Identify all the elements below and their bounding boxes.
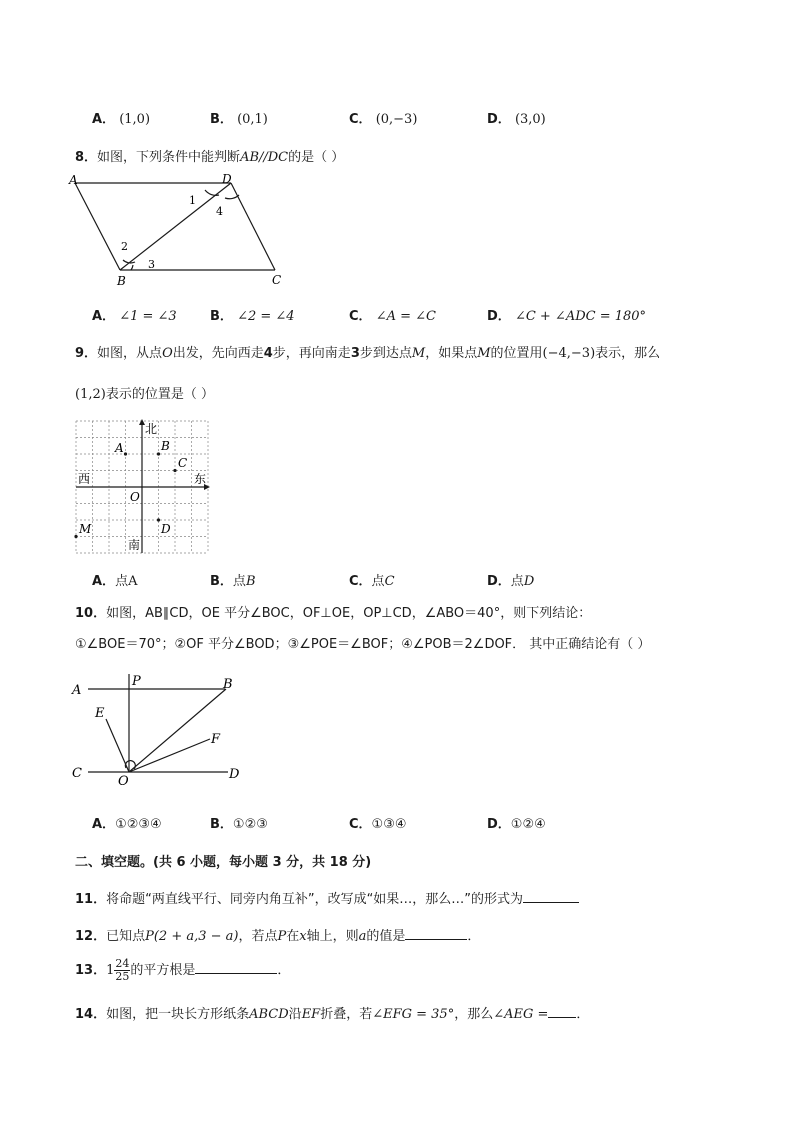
point-b-label: B (161, 439, 170, 453)
option-text: ∠1 = ∠3 (119, 309, 177, 324)
stem-text: 出发，先向西走 (172, 346, 264, 361)
stem-math: AB//DC (240, 150, 289, 165)
option-text: ∠2 = ∠4 (237, 309, 295, 324)
stem-text: 的平方根是 (130, 963, 196, 978)
q8-option-d[interactable] (487, 305, 646, 324)
stem-text: ． (467, 929, 481, 944)
q9-stem-line2 (75, 383, 214, 402)
option-letter: B． (210, 112, 233, 127)
question-number: 11． (75, 892, 107, 907)
option-letter: C． (349, 817, 372, 832)
option-text: 点 (115, 574, 129, 589)
answer-blank[interactable] (195, 961, 277, 974)
option-letter: C． (349, 574, 372, 589)
point-a-label: A (115, 441, 124, 455)
option-letter: B． (210, 309, 233, 324)
variable-a: a (358, 929, 367, 944)
q8-option-b[interactable] (210, 305, 295, 324)
option-text: (3,0) (514, 112, 546, 127)
angle-4-label: 4 (216, 205, 223, 218)
point-p: P (277, 929, 287, 944)
mixed-number-whole: 1 (106, 963, 115, 978)
label-c: C (72, 766, 82, 781)
stem-text: 步到达点 (359, 346, 412, 361)
option-letter: D． (487, 574, 511, 589)
coordinate: (−4,−3) (542, 346, 596, 361)
q8-stem (75, 146, 344, 165)
label-d: D (222, 172, 232, 186)
point-o-label: O (130, 490, 140, 504)
label-o: O (118, 774, 129, 789)
q9-stem-line1 (75, 342, 660, 361)
point-o: O (162, 346, 173, 361)
q9-option-a[interactable] (92, 570, 137, 589)
coordinate: (1,2) (75, 387, 106, 402)
fraction-numerator: 24 (115, 957, 130, 970)
option-letter: D． (487, 817, 511, 832)
angle-1-label: 1 (189, 194, 196, 207)
fraction-denominator: 25 (115, 970, 130, 983)
option-point: C (384, 574, 395, 589)
west-label: 西 (78, 472, 91, 486)
q8-option-c[interactable] (349, 305, 436, 324)
stem-text: 如图，下列条件中能判断 (97, 150, 241, 165)
option-letter: A． (92, 112, 116, 127)
option-text: ∠A = ∠C (375, 309, 436, 324)
stem-text: 轴上，则 (306, 929, 359, 944)
line-ef: EF (301, 1007, 321, 1022)
option-text: 点 (510, 574, 524, 589)
q10-option-b[interactable] (210, 813, 268, 832)
rect-abcd: ABCD (249, 1007, 289, 1022)
q9-option-d[interactable] (487, 570, 534, 589)
option-text: ∠C + ∠ADC = 180° (514, 309, 647, 324)
q12-stem (75, 925, 480, 944)
q9-grid-figure (70, 415, 215, 560)
north-label: 北 (145, 422, 158, 436)
angle-2-label: 2 (121, 240, 128, 253)
option-text: (0,1) (237, 112, 268, 127)
q8-parallelogram-figure (65, 170, 295, 288)
q13-stem (75, 958, 290, 983)
q10-option-d[interactable] (487, 813, 546, 832)
option-text: ①③④ (371, 817, 407, 832)
stem-text: 如图，把一块长方形纸条 (106, 1007, 250, 1022)
angle-efg: ∠EFG = 35° (372, 1007, 455, 1022)
section-title: 二、填空题。(共 6 小题，每小题 3 分，共 18 分) (75, 855, 372, 870)
option-letter: B． (210, 574, 233, 589)
number: 4 (263, 346, 273, 361)
angle-aeg: ∠AEG = (493, 1007, 549, 1022)
q10-option-c[interactable] (349, 813, 407, 832)
stem-text: 的位置用 (490, 346, 543, 361)
q7-option-a[interactable] (92, 108, 150, 127)
point-d-label: D (161, 522, 171, 536)
stem-text: ，如果点 (425, 346, 478, 361)
angle-3-label: 3 (148, 258, 155, 271)
q8-option-a[interactable] (92, 305, 177, 324)
label-f: F (211, 732, 221, 747)
stem-text: 表示的位置是（ ） (105, 387, 214, 402)
q10-stem-line2 (75, 633, 650, 652)
label-c: C (272, 273, 282, 287)
option-text: 点 (232, 574, 246, 589)
q11-stem (75, 888, 579, 907)
q7-option-b[interactable] (210, 108, 268, 127)
q9-option-c[interactable] (349, 570, 395, 589)
point-expression: P(2 + a,3 − a) (145, 929, 239, 944)
option-letter: A． (92, 309, 116, 324)
question-number: 9． (75, 346, 98, 361)
option-point: D (523, 574, 535, 589)
point-c-label: C (178, 456, 188, 470)
stem-text: 将命题“两直线平行、同旁内角互补”，改写成“如果…，那么…”的形式为 (106, 892, 524, 907)
option-letter: C． (349, 112, 372, 127)
option-letter: D． (487, 309, 511, 324)
stem-text: 表示，那么 (595, 346, 661, 361)
axis-x: x (299, 929, 307, 944)
option-letter: A． (92, 817, 116, 832)
number: 3 (350, 346, 360, 361)
point-m: M (477, 346, 491, 361)
option-text: 点 (371, 574, 385, 589)
stem-text: ，若点 (238, 929, 278, 944)
q7-option-d[interactable] (487, 108, 546, 127)
point-m-label: M (79, 522, 92, 536)
option-text: (1,0) (119, 112, 151, 127)
label-b: B (117, 274, 126, 288)
east-label: 东 (194, 472, 207, 486)
option-point: B (245, 574, 256, 589)
option-letter: D． (487, 112, 511, 127)
label-p: P (132, 674, 141, 689)
stem-text: 的是（ ） (288, 150, 345, 165)
option-point: A (128, 574, 138, 589)
label-a: A (69, 173, 78, 187)
question-number: 14． (75, 1007, 107, 1022)
stem-text: ①∠BOE＝70°；②OF 平分∠BOD；③∠POE＝∠BOF；④∠POB＝2∠DOF． 其中正确结论有（ ） (75, 637, 651, 652)
label-d: D (229, 767, 240, 782)
stem-text: 如图，AB∥CD，OE 平分∠BOC，OF⊥OE，OP⊥CD，∠ABO＝40°，则下列结论： (106, 606, 592, 621)
option-text: ①②④ (510, 817, 546, 832)
q10-option-a[interactable] (92, 813, 162, 832)
stem-text: 的值是 (366, 929, 406, 944)
stem-text: 已知点 (106, 929, 146, 944)
q10-stem-line1 (75, 602, 591, 621)
answer-blank[interactable] (523, 890, 579, 903)
option-text: ①②③④ (115, 817, 162, 832)
stem-text: ，那么 (454, 1007, 494, 1022)
q7-option-c[interactable] (349, 108, 417, 127)
label-b: B (223, 677, 233, 692)
point-m: M (411, 346, 426, 361)
option-letter: B． (210, 817, 233, 832)
label-a: A (72, 683, 82, 698)
question-number: 12． (75, 929, 107, 944)
option-letter: A． (92, 574, 116, 589)
q14-stem (75, 1003, 589, 1022)
question-number: 8． (75, 150, 98, 165)
fraction (114, 958, 130, 983)
south-label: 南 (128, 538, 141, 552)
stem-text: 折叠，若 (320, 1007, 373, 1022)
question-number: 13． (75, 963, 107, 978)
option-text: (0,−3) (375, 112, 418, 127)
answer-blank[interactable] (405, 927, 467, 940)
stem-text: 沿 (288, 1007, 302, 1022)
stem-text: 在 (286, 929, 300, 944)
option-text: ①②③ (232, 817, 268, 832)
label-e: E (95, 706, 105, 721)
stem-text: ． (277, 963, 291, 978)
q9-option-b[interactable] (210, 570, 256, 589)
question-number: 10． (75, 606, 107, 621)
q10-parallel-lines-figure (68, 668, 248, 790)
stem-text: 步，再向南走 (272, 346, 351, 361)
answer-blank[interactable] (548, 1005, 576, 1018)
option-letter: C． (349, 309, 372, 324)
stem-text: ． (576, 1007, 590, 1022)
stem-text: 如图，从点 (97, 346, 163, 361)
